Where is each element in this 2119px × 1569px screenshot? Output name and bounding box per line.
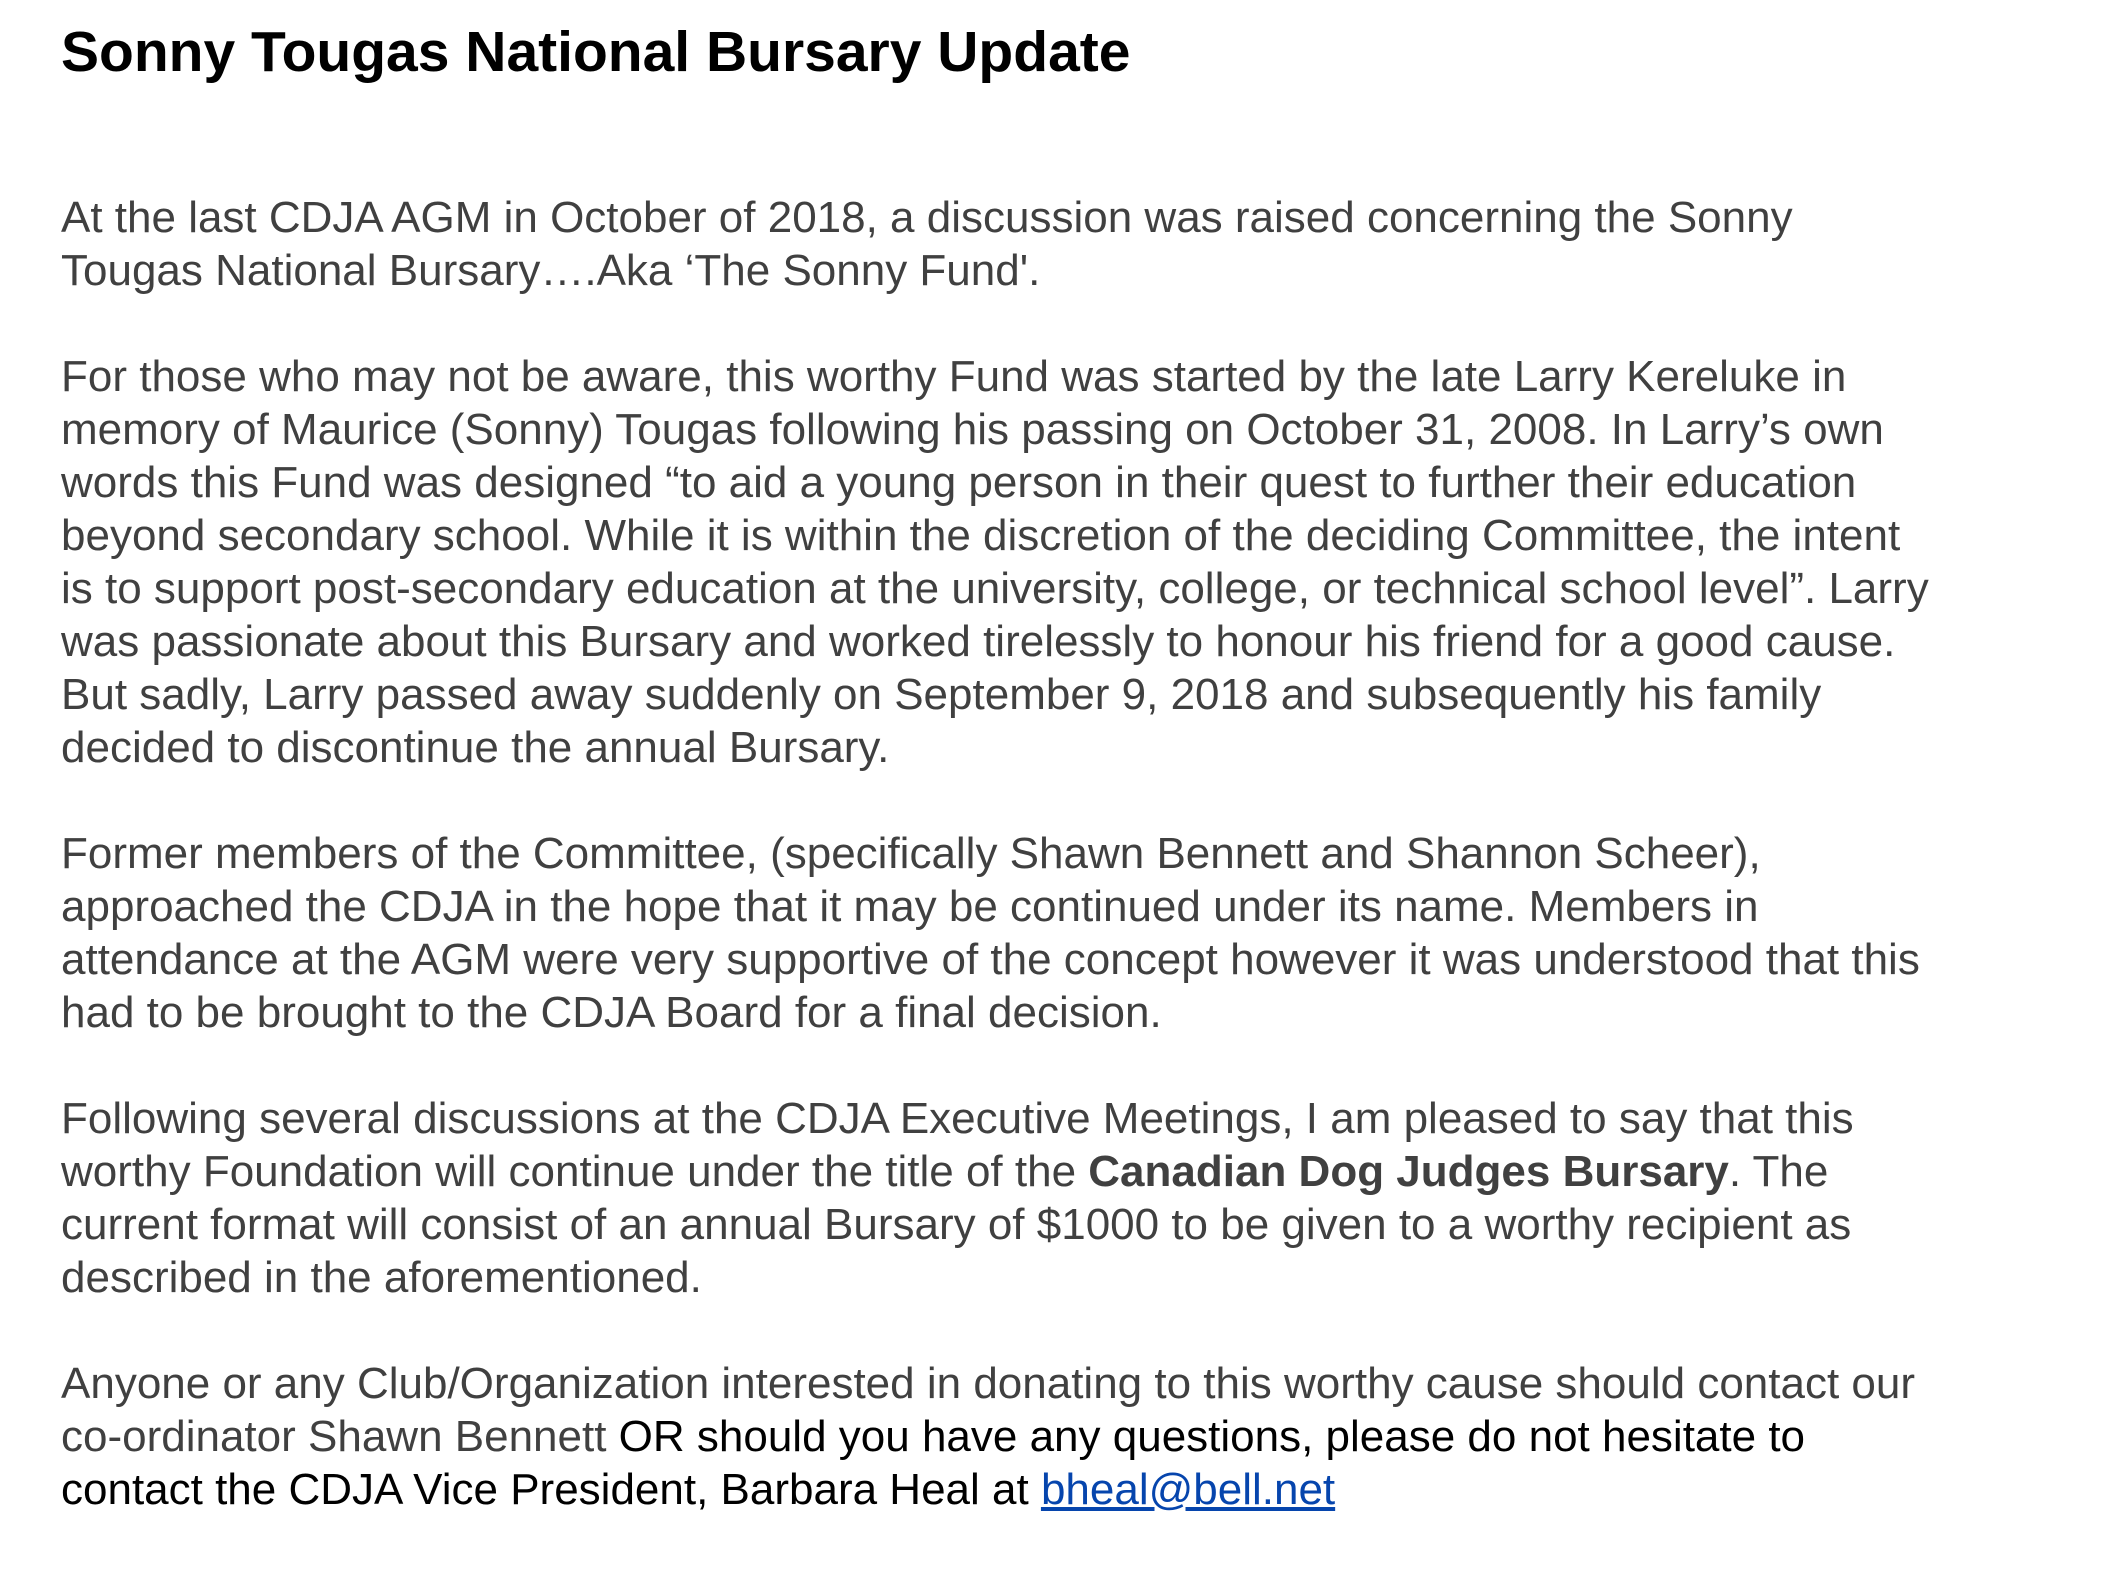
text-line: described in the aforementioned. (61, 1253, 702, 1302)
paragraph-bursary-decision (61, 1092, 2119, 1304)
text-line: approached the CDJA in the hope that it may be continued under its name. Members in (61, 882, 1759, 931)
text-line: memory of Maurice (Sonny) Tougas following his passing on October 31, 2008. In Larry’s own (61, 405, 1884, 454)
text-line: had to be brought to the CDJA Board for a final decision. (61, 988, 1162, 1037)
page-title: Sonny Tougas National Bursary Update (61, 20, 1131, 84)
document-body (61, 191, 2119, 1569)
text-segment-dark: contact the CDJA Vice President, Barbara Heal at (61, 1465, 1041, 1514)
text-line: was passionate about this Bursary and worked tirelessly to honour his friend for a good cause. (61, 617, 1896, 666)
text-line: beyond secondary school. While it is within the discretion of the deciding Committee, the intent (61, 511, 1901, 560)
text-segment: worthy Foundation will continue under the title of the (61, 1147, 1089, 1196)
text-line: decided to discontinue the annual Bursary. (61, 723, 890, 772)
text-line: Tougas National Bursary….Aka ‘The Sonny Fund'. (61, 246, 1041, 295)
text-line: Anyone or any Club/Organization interested in donating to this worthy cause should contact our (61, 1359, 1915, 1408)
text-line (61, 1145, 2119, 1198)
paragraph-agm-discussion (61, 191, 2119, 297)
text-line: Former members of the Committee, (specifically Shawn Bennett and Shannon Scheer), (61, 829, 1761, 878)
text-segment: . The (1728, 1147, 1829, 1196)
text-segment: co-ordinator Shawn Bennett (61, 1412, 619, 1461)
text-line: is to support post-secondary education at the university, college, or technical school level”. Larry (61, 564, 1929, 613)
paragraph-committee-request (61, 827, 2119, 1039)
text-line: For those who may not be aware, this worthy Fund was started by the late Larry Kereluke in (61, 352, 1847, 401)
text-line: Following several discussions at the CDJA Executive Meetings, I am pleased to say that this (61, 1094, 1854, 1143)
text-line: At the last CDJA AGM in October of 2018, a discussion was raised concerning the Sonny (61, 193, 1793, 242)
bursary-name-bold: Canadian Dog Judges Bursary (1088, 1147, 1729, 1196)
text-line (61, 1463, 2119, 1516)
email-link[interactable]: bheal@bell.net (1040, 1465, 1336, 1514)
text-line (61, 1410, 2119, 1463)
paragraph-contact (61, 1357, 2119, 1516)
text-line: current format will consist of an annual Bursary of $1000 to be given to a worthy recipient as (61, 1200, 1852, 1249)
text-line: words this Fund was designed “to aid a young person in their quest to further their education (61, 458, 1857, 507)
text-line: But sadly, Larry passed away suddenly on September 9, 2018 and subsequently his family (61, 670, 1822, 719)
text-line: attendance at the AGM were very supportive of the concept however it was understood that this (61, 935, 1920, 984)
paragraph-fund-history (61, 350, 2119, 774)
text-segment-dark: OR should you have any questions, please do not hesitate to (618, 1412, 1806, 1461)
